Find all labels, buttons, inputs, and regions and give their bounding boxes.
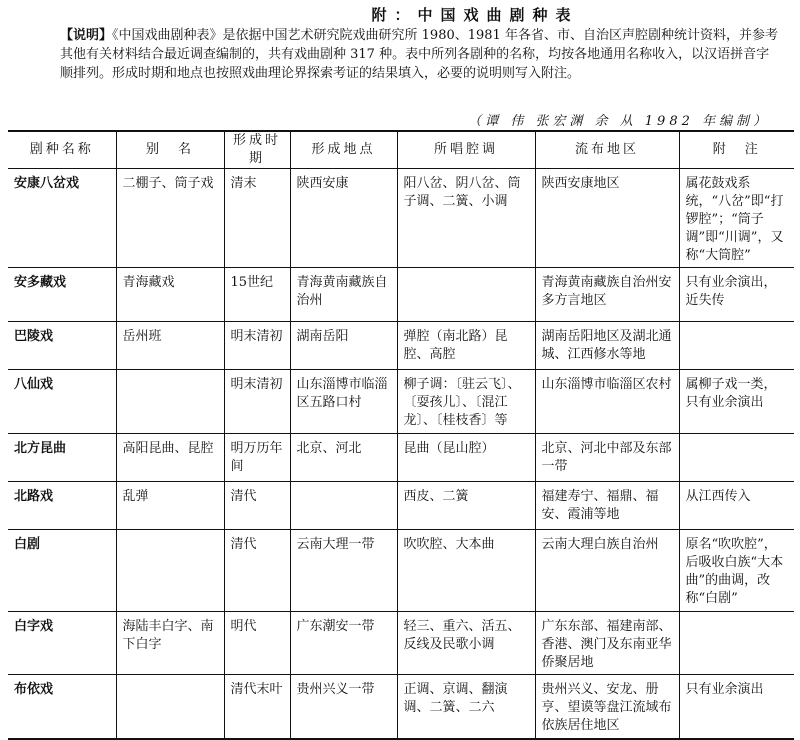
opera-genre-table xyxy=(8,130,794,740)
genre-name: 八仙戏 xyxy=(8,370,116,434)
genre-note: 属花鼓戏系统，“八岔”即“打锣腔”；“筒子调”即“川调”，又称“大筒腔” xyxy=(679,169,794,268)
genre-note: 从江西传入 xyxy=(679,482,794,530)
column-header: 别 名 xyxy=(116,131,224,169)
genre-period: 明万历年间 xyxy=(224,434,290,482)
genre-place: 山东淄博市临淄区五路口村 xyxy=(290,370,397,434)
genre-region: 陕西安康地区 xyxy=(535,169,679,268)
genre-period: 明末清初 xyxy=(224,370,290,434)
table-row xyxy=(8,530,794,612)
genre-note: 只有业余演出 xyxy=(679,675,794,739)
genre-region: 云南大理白族自治州 xyxy=(535,530,679,612)
genre-region: 湖南岳阳地区及湖北通城、江西修水等地 xyxy=(535,322,679,370)
genre-region: 贵州兴义、安龙、册亨、望谟等盘江流域布依族居住地区 xyxy=(535,675,679,739)
genre-place: 北京、河北 xyxy=(290,434,397,482)
table-row xyxy=(8,322,794,370)
genre-alias: 二棚子、筒子戏 xyxy=(116,169,224,268)
page-title: 附：中国戏曲剧种表 xyxy=(371,6,579,24)
genre-tunes xyxy=(397,268,535,322)
genre-note xyxy=(679,322,794,370)
genre-name: 安多藏戏 xyxy=(8,268,116,322)
genre-place: 贵州兴义一带 xyxy=(290,675,397,739)
table-row xyxy=(8,675,794,739)
genre-region: 青海黄南藏族自治州安多方言地区 xyxy=(535,268,679,322)
table-row xyxy=(8,169,794,268)
table-row xyxy=(8,434,794,482)
genre-name: 北方昆曲 xyxy=(8,434,116,482)
genre-note: 只有业余演出，近失传 xyxy=(679,268,794,322)
genre-period: 清末 xyxy=(224,169,290,268)
table-header-row xyxy=(8,131,794,169)
genre-region: 广东东部、福建南部、香港、澳门及东南亚华侨聚居地 xyxy=(535,612,679,675)
genre-tunes: 正调、京调、翻演调、二簧、二六 xyxy=(397,675,535,739)
genre-alias: 海陆丰白字、南下白字 xyxy=(116,612,224,675)
author-credit: （谭 伟 张宏渊 余 从 1982 年编制） xyxy=(468,114,770,129)
genre-name: 布依戏 xyxy=(8,675,116,739)
genre-period: 明代 xyxy=(224,612,290,675)
genre-tunes: 昆曲（昆山腔） xyxy=(397,434,535,482)
genre-place: 青海黄南藏族自治州 xyxy=(290,268,397,322)
column-header: 形成时期 xyxy=(224,131,290,169)
column-header: 形成地点 xyxy=(290,131,397,169)
genre-place: 陕西安康 xyxy=(290,169,397,268)
genre-tunes: 轻三、重六、活五、反线及民歌小调 xyxy=(397,612,535,675)
genre-period: 清代 xyxy=(224,482,290,530)
genre-alias: 岳州班 xyxy=(116,322,224,370)
table-row xyxy=(8,268,794,322)
intro-text: 《中国戏曲剧种表》是依据中国艺术研究院戏曲研究所 1980、1981 年各省、市、自治区声腔剧种统计资料，并参考其他有关材料结合最近调查编制的，共有戏曲剧种 317 种。表中所列各剧种的名称，均按各地通用名称收入，以汉语拼音字顺排列。形成时期和地点也按照戏曲理论界探索考证的结果填入，必要的说明则写入附注。 xyxy=(60,28,778,81)
genre-period: 清代 xyxy=(224,530,290,612)
genre-alias xyxy=(116,675,224,739)
genre-region: 北京、河北中部及东部一带 xyxy=(535,434,679,482)
column-header: 所唱腔调 xyxy=(397,131,535,169)
genre-note xyxy=(679,612,794,675)
genre-period: 清代末叶 xyxy=(224,675,290,739)
genre-tunes: 吹吹腔、大本曲 xyxy=(397,530,535,612)
intro-paragraph xyxy=(60,26,780,83)
genre-period: 明末清初 xyxy=(224,322,290,370)
genre-place: 云南大理一带 xyxy=(290,530,397,612)
table-row xyxy=(8,482,794,530)
genre-place: 广东潮安一带 xyxy=(290,612,397,675)
genre-tunes: 西皮、二簧 xyxy=(397,482,535,530)
genre-tunes: 弹腔（南北路）昆腔、高腔 xyxy=(397,322,535,370)
intro-tag: 【说明】 xyxy=(60,28,113,43)
genre-name: 白剧 xyxy=(8,530,116,612)
genre-note: 原名“吹吹腔”，后吸收白族“大本曲”的曲调，改称“白剧” xyxy=(679,530,794,612)
genre-place xyxy=(290,482,397,530)
column-header: 剧种名称 xyxy=(8,131,116,169)
genre-tunes: 阳八岔、阴八岔、筒子调、二簧、小调 xyxy=(397,169,535,268)
genre-note: 属柳子戏一类，只有业余演出 xyxy=(679,370,794,434)
genre-alias xyxy=(116,530,224,612)
table-row xyxy=(8,612,794,675)
genre-name: 安康八岔戏 xyxy=(8,169,116,268)
genre-name: 北路戏 xyxy=(8,482,116,530)
genre-alias xyxy=(116,370,224,434)
column-header: 附 注 xyxy=(679,131,794,169)
genre-alias: 高阳昆曲、昆腔 xyxy=(116,434,224,482)
table-row xyxy=(8,370,794,434)
genre-alias: 乱弹 xyxy=(116,482,224,530)
genre-tunes: 柳子调：〔驻云飞〕、〔耍孩儿〕、〔混江龙〕、〔桂枝香〕等 xyxy=(397,370,535,434)
genre-region: 福建寿宁、福鼎、福安、霞浦等地 xyxy=(535,482,679,530)
genre-name: 白字戏 xyxy=(8,612,116,675)
genre-alias: 青海藏戏 xyxy=(116,268,224,322)
column-header: 流布地区 xyxy=(535,131,679,169)
genre-place: 湖南岳阳 xyxy=(290,322,397,370)
genre-region: 山东淄博市临淄区农村 xyxy=(535,370,679,434)
genre-note xyxy=(679,434,794,482)
genre-name: 巴陵戏 xyxy=(8,322,116,370)
genre-period: 15世纪 xyxy=(224,268,290,322)
